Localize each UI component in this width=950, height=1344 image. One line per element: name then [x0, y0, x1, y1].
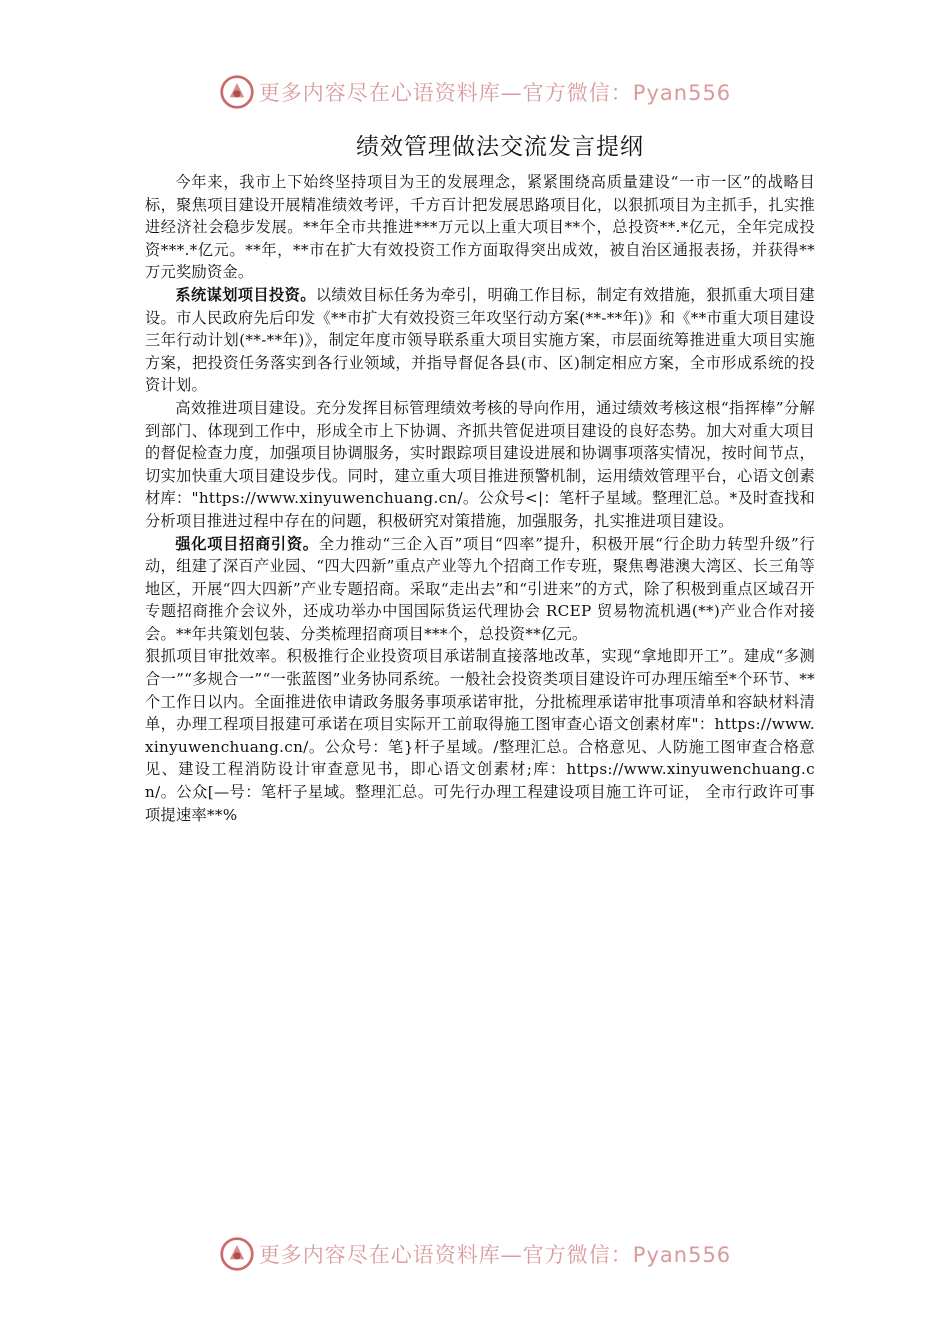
paragraph-2	[145, 284, 815, 397]
header-banner	[0, 72, 950, 112]
paragraph-1	[145, 171, 815, 284]
paragraph-5	[145, 645, 815, 826]
paragraph-3	[145, 397, 815, 533]
footer-banner	[0, 1234, 950, 1274]
paragraph-text: 以绩效目标任务为牵引，明确工作目标，制定有效措施，狠抓重大项目建设。市人民政府先后印发《**市扩大有效投资三年攻坚行动方案(**-**年)》和《**市重大项目建设三年行动计划(**-**年)》，制定年度市领导联系重大项目实施方案，市层面统筹推进重大项目实施方案，把投资任务落实到各行业领域，并指导督促各县(市、区)制定相应方案，全市形成系统的投资计划。	[145, 285, 815, 395]
paragraph-text: 今年来，我市上下始终坚持项目为王的发展理念，紧紧围绕高质量建设“一市一区”的战略目标，聚焦项目建设开展精准绩效考评，千方百计把发展思路项目化，以狠抓项目为主抓手，扎实推进经济社会稳步发展。**年全市共推进***万元以上重大项目**个，总投资**.*亿元，全年完成投资***.*亿元。**年，**市在扩大有效投资工作方面取得突出成效，被自治区通报表扬，并获得**万元奖励资金。	[145, 173, 816, 282]
paragraph-text: 全力推动“三企入百”项目“四率”提升，积极开展“行企助力转型升级”行动，组建了深百产业园、“四大四新”重点产业等九个招商工作专班，聚焦粤港澳大湾区、长三角等地区，开展“四大四新”产业专题招商。采取“走出去”和“引进来”的方式，除了积极到重点区域召开专题招商推介会议外，还成功举办中国国际货运代理协会 RCEP 贸易物流机遇(**)产业合作对接会。**年共策划包装、分类梳理招商项目***个，总投资**亿元。	[145, 534, 816, 643]
paragraph-heading: 系统谋划项目投资。	[175, 285, 316, 304]
document-page	[145, 128, 815, 826]
paragraph-heading: 强化项目招商引资。	[175, 534, 319, 553]
paragraph-4	[145, 533, 815, 646]
banner-text: 更多内容尽在心语资料库—官方微信：Pyan556	[258, 81, 732, 105]
banner-text: 更多内容尽在心语资料库—官方微信：Pyan556	[258, 1243, 732, 1267]
paragraph-text: 高效推进项目建设。充分发挥目标管理绩效考核的导向作用，通过绩效考核这根“指挥棒”分解到部门、体现到工作中，形成全市上下协调、齐抓共管促进项目建设的良好态势。加大对重大项目的督促检查力度，加强项目协调服务，实时跟踪项目建设进展和协调事项落实情况，按时间节点，切实加快重大项目建设步伐。同时，建立重大项目推进预警机制，运用绩效管理平台，心语文创素材库："https://www.xinyuwenchuang.cn/。公众号<|：笔杆子星域。整理汇总。*及时查找和分析项目推进过程中存在的问题，积极研究对策措施，加强服务，扎实推进项目建设。	[145, 398, 815, 530]
document-title: 绩效管理做法交流发言提纲	[356, 134, 644, 160]
brand-logo-icon	[219, 74, 255, 110]
brand-logo-icon	[219, 1236, 255, 1272]
paragraph-text: 狠抓项目审批效率。积极推行企业投资项目承诺制直接落地改革，实现“拿地即开工”。建成“多测合一”“多规合一”“一张蓝图”业务协同系统。一般社会投资类项目建设许可办理压缩至*个环节、**个工作日以内。全面推进依申请政务服务事项承诺审批，分批梳理承诺审批事项清单和容缺材料清单，办理工程项目报建可承诺在项目实际开工前取得施工图审查心语文创素材库"：https://www.xinyuwenchuang.cn/。公众号：笔}杆子星域。/整理汇总。合格意见、人防施工图审查合格意见、建设工程消防设计审查意见书，即心语文创素材;库：https://www.xinyuwenchuang.cn/。公众[—号：笔杆子星域。整理汇总。可先行办理工程建设项目施工许可证， 全市行政许可事项提速率**%	[145, 647, 815, 824]
